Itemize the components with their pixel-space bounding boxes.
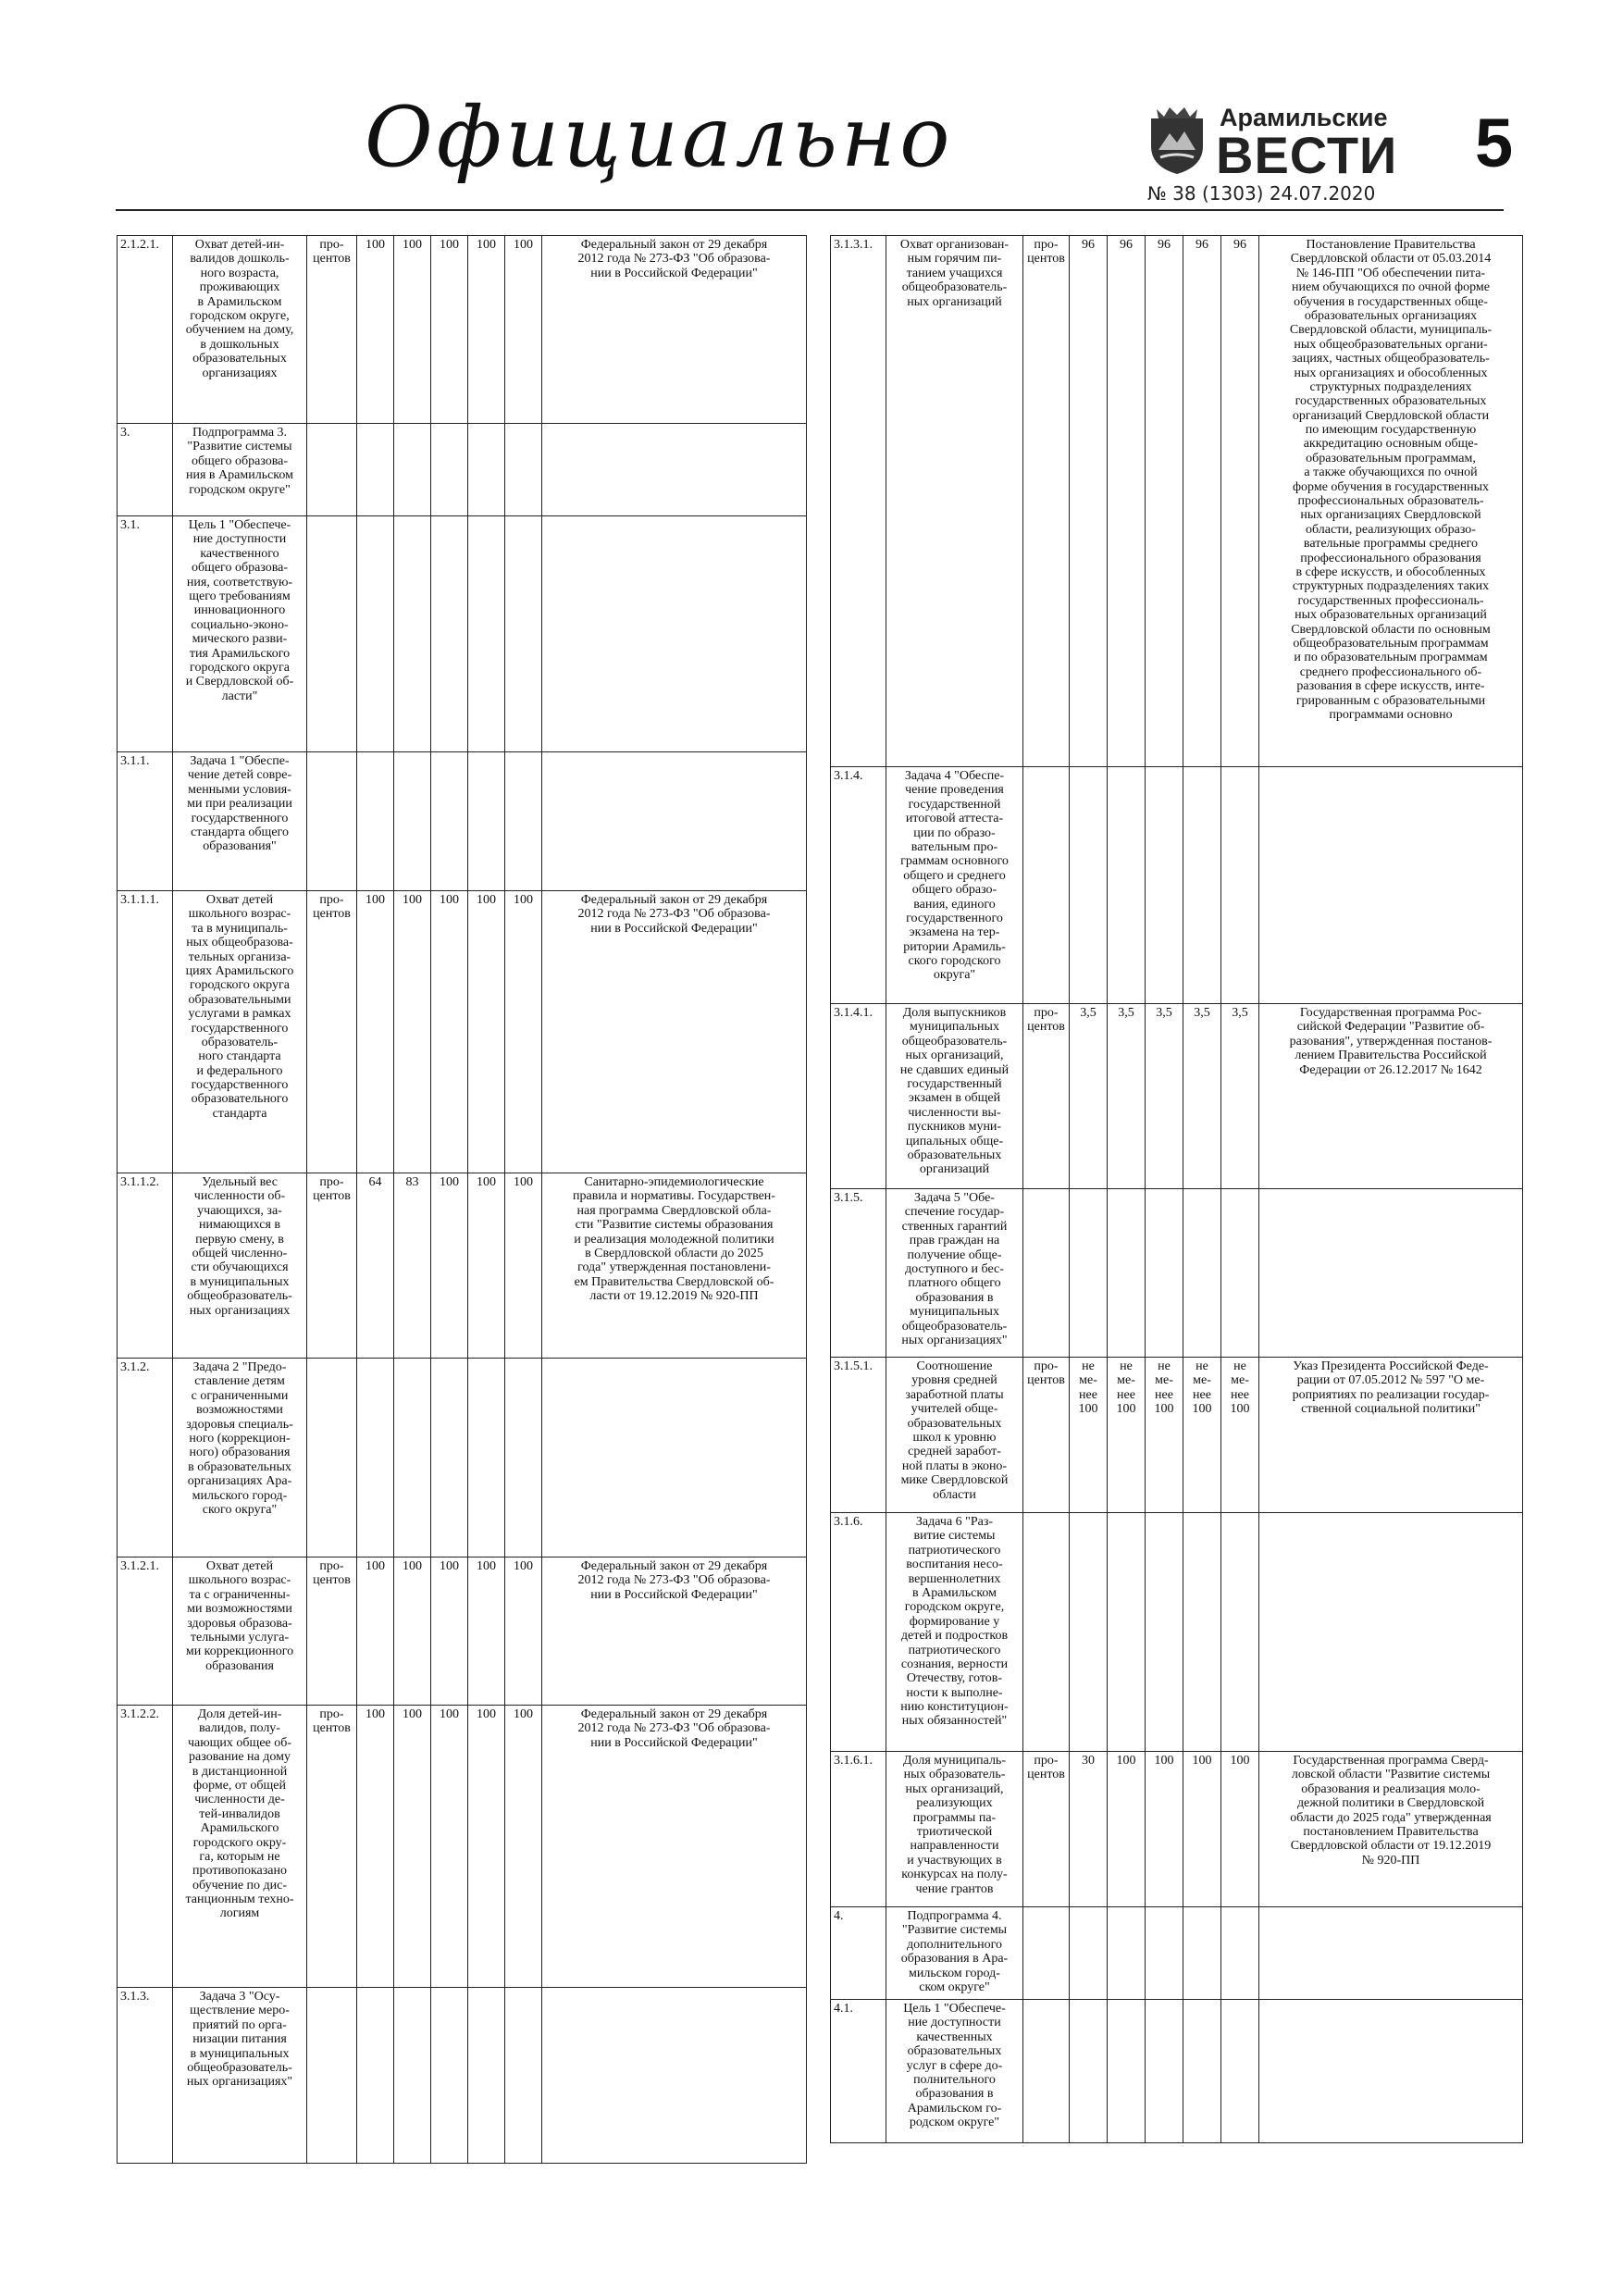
value-year-1: 100 xyxy=(357,236,394,424)
indicator-name: Удельный вес численности об- учающихся, за- нимающихся в первую смену, в общей численно- сти обучающихся в муниципальных общеобразователь- ных организациях xyxy=(173,1173,307,1359)
source-document xyxy=(1259,767,1523,1004)
value-year-1: 30 xyxy=(1070,1752,1108,1907)
value-year-5: не ме- нее 100 xyxy=(1221,1358,1259,1513)
table-row xyxy=(831,1907,1523,2000)
value-year-2 xyxy=(394,1359,431,1558)
row-number: 3.1.4.1. xyxy=(831,1004,886,1189)
indicator-name: Соотношение уровня средней заработной платы учителей обще- образовательных школ к уровню средней заработ- ной платы в эконо- мике Свердловской области xyxy=(886,1358,1023,1513)
value-year-3 xyxy=(431,516,468,752)
value-year-5: 100 xyxy=(505,236,542,424)
indicator-name: Задача 5 "Обе- спечение государ- ственных гарантий прав граждан на получение обще- доступного и бес- платного общего образования в муниципальных общеобразователь- ных организациях" xyxy=(886,1189,1023,1358)
source-document: Федеральный закон от 29 декабря 2012 года № 273-ФЗ "Об образова- нии в Российской Федерации" xyxy=(542,1706,807,1988)
unit-label xyxy=(1023,2000,1070,2143)
value-year-3: 100 xyxy=(1146,1752,1183,1907)
newspaper-logo xyxy=(1147,104,1398,184)
value-year-2: 100 xyxy=(394,891,431,1173)
value-year-5 xyxy=(1221,1189,1259,1358)
row-number: 3.1.5.1. xyxy=(831,1358,886,1513)
value-year-3: 100 xyxy=(431,236,468,424)
value-year-2: 100 xyxy=(394,236,431,424)
value-year-2: 83 xyxy=(394,1173,431,1359)
unit-label: про- центов xyxy=(307,1173,357,1359)
table-row xyxy=(118,891,807,1173)
source-document xyxy=(542,516,807,752)
value-year-3: 100 xyxy=(431,891,468,1173)
value-year-3 xyxy=(1146,1189,1183,1358)
value-year-5 xyxy=(505,516,542,752)
coat-of-arms-icon xyxy=(1147,105,1207,176)
table-row xyxy=(118,1706,807,1988)
row-number: 3.1.2. xyxy=(118,1359,173,1558)
source-document xyxy=(1259,1513,1523,1752)
value-year-4 xyxy=(1183,2000,1221,2143)
source-document xyxy=(1259,1189,1523,1358)
unit-label: про- центов xyxy=(307,236,357,424)
value-year-3: не ме- нее 100 xyxy=(1146,1358,1183,1513)
unit-label: про- центов xyxy=(1023,1752,1070,1907)
value-year-4: 100 xyxy=(468,891,505,1173)
value-year-3 xyxy=(1146,767,1183,1004)
value-year-2 xyxy=(394,1988,431,2164)
value-year-3 xyxy=(431,1988,468,2164)
value-year-2 xyxy=(1108,1513,1146,1752)
value-year-1: не ме- нее 100 xyxy=(1070,1358,1108,1513)
unit-label xyxy=(307,424,357,516)
value-year-4 xyxy=(468,1988,505,2164)
row-number: 3.1.1. xyxy=(118,752,173,891)
table-row xyxy=(831,1513,1523,1752)
source-document xyxy=(542,1988,807,2164)
row-number: 3.1.3.1. xyxy=(831,236,886,767)
value-year-2: 100 xyxy=(1108,1752,1146,1907)
value-year-5 xyxy=(505,752,542,891)
row-number: 3.1.5. xyxy=(831,1189,886,1358)
source-document xyxy=(1259,1907,1523,2000)
table-row xyxy=(831,1004,1523,1189)
value-year-3 xyxy=(431,424,468,516)
value-year-1 xyxy=(357,1359,394,1558)
value-year-4: 100 xyxy=(1183,1752,1221,1907)
source-document: Постановление Правительства Свердловской области от 05.03.2014 № 146-ПП "Об обеспечении пита- нием обучающихся по очной форме обучения в государственных обще- образовательных организациях Свердловской области, муниципаль- ных общеобразовательных органи- зациях, частных общеобразователь- ных организациях и обособленных структурных подразделениях государственных образовательных организаций Свердловской области по имеющим государственную аккредитацию основным обще- образовательным программам, а также обучающихся по очной форме обучения в государственных профессиональных образователь- ных организациях Свердловской области, реализующих образо- вательные программы среднего профессионального образования в сфере искусств, и обособленных структурных подразделениях таких государственных профессиональ- ных образовательных организаций Свердловской области по основным общеобразовательным программам и по образовательным программам среднего профессионального об- разования в сфере искусств, инте- грированным с образовательными программами основно xyxy=(1259,236,1523,767)
value-year-4 xyxy=(1183,1513,1221,1752)
table-row xyxy=(831,767,1523,1004)
source-document: Федеральный закон от 29 декабря 2012 года № 273-ФЗ "Об образова- нии в Российской Федерации" xyxy=(542,891,807,1173)
row-number: 3. xyxy=(118,424,173,516)
table-row xyxy=(118,1988,807,2164)
value-year-1: 96 xyxy=(1070,236,1108,767)
value-year-3 xyxy=(1146,1513,1183,1752)
value-year-1 xyxy=(357,424,394,516)
value-year-3: 100 xyxy=(431,1173,468,1359)
value-year-4: не ме- нее 100 xyxy=(1183,1358,1221,1513)
value-year-1: 64 xyxy=(357,1173,394,1359)
value-year-5: 3,5 xyxy=(1221,1004,1259,1189)
indicator-name: Охват детей школьного возрас- та в муниципаль- ных общеобразова- тельных организа- циях Арамильского городского округа образовательными услугами в рамках государственного образователь- ного стандарта и федерального государственного образовательного стандарта xyxy=(173,891,307,1173)
indicator-name: Задача 4 "Обеспе- чение проведения государственной итоговой аттеста- ции по образо- вательным про- граммам основного общего и среднего общего образо- вания, единого государственного экзамена на тер- ритории Арамиль- ского городского округа" xyxy=(886,767,1023,1004)
value-year-1: 100 xyxy=(357,1706,394,1988)
unit-label: про- центов xyxy=(1023,1004,1070,1189)
value-year-4 xyxy=(1183,1907,1221,2000)
value-year-1 xyxy=(1070,767,1108,1004)
unit-label: про- центов xyxy=(1023,236,1070,767)
source-document: Федеральный закон от 29 декабря 2012 года № 273-ФЗ "Об образова- нии в Российской Федерации" xyxy=(542,1558,807,1706)
table-row xyxy=(831,1358,1523,1513)
value-year-4: 3,5 xyxy=(1183,1004,1221,1189)
row-number: 3.1.2.2. xyxy=(118,1706,173,1988)
value-year-4 xyxy=(468,424,505,516)
indicator-name: Задача 1 "Обеспе- чение детей совре- менными условия- ми при реализации государственного стандарта общего образования" xyxy=(173,752,307,891)
indicator-name: Задача 2 "Предо- ставление детям с ограниченными возможностями здоровья специаль- ного (коррекцион- ного) образования в образовательных организациях Ара- мильского город- ского округа" xyxy=(173,1359,307,1558)
value-year-4: 100 xyxy=(468,1558,505,1706)
table-row xyxy=(118,752,807,891)
value-year-4 xyxy=(1183,767,1221,1004)
value-year-2 xyxy=(394,424,431,516)
indicator-name: Цель 1 "Обеспече- ние доступности качественных образовательных услуг в сфере до- полнительного образования в Арамильском го- родском округе" xyxy=(886,2000,1023,2143)
indicator-name: Доля выпускников муниципальных общеобразователь- ных организаций, не сдавших единый государственный экзамен в общей численности вы- пускников муни- ципальных обще- образовательных организаций xyxy=(886,1004,1023,1189)
value-year-3 xyxy=(431,1359,468,1558)
value-year-3: 96 xyxy=(1146,236,1183,767)
table-row xyxy=(118,1359,807,1558)
indicator-name: Охват детей школьного возрас- та с ограниченны- ми возможностями здоровья образова- тельными услуга- ми коррекционного образования xyxy=(173,1558,307,1706)
value-year-3 xyxy=(1146,1907,1183,2000)
logo-line-1: Арамильские xyxy=(1220,104,1388,131)
value-year-3: 100 xyxy=(431,1706,468,1988)
row-number: 3.1.2.1. xyxy=(118,1558,173,1706)
table-row xyxy=(118,424,807,516)
value-year-1 xyxy=(1070,1907,1108,2000)
table-row xyxy=(118,1558,807,1706)
row-number: 3.1.6. xyxy=(831,1513,886,1752)
unit-label: про- центов xyxy=(307,1706,357,1988)
value-year-5 xyxy=(505,1359,542,1558)
value-year-1 xyxy=(1070,2000,1108,2143)
source-document xyxy=(542,752,807,891)
value-year-1 xyxy=(357,516,394,752)
left-indicators-table xyxy=(117,235,807,2164)
value-year-2: 100 xyxy=(394,1706,431,1988)
right-table-body xyxy=(831,236,1523,2143)
row-number: 4. xyxy=(831,1907,886,2000)
value-year-4: 100 xyxy=(468,1173,505,1359)
source-document: Федеральный закон от 29 декабря 2012 года № 273-ФЗ "Об образова- нии в Российской Федерации" xyxy=(542,236,807,424)
value-year-5 xyxy=(1221,1513,1259,1752)
value-year-2: 96 xyxy=(1108,236,1146,767)
issue-info: № 38 (1303) 24.07.2020 xyxy=(1147,182,1376,205)
source-document: Государственная программа Рос- сийской Федерации "Развитие об- разования", утвержденная постанов- лением Правительства Российской Федерации от 26.12.2017 № 1642 xyxy=(1259,1004,1523,1189)
row-number: 3.1. xyxy=(118,516,173,752)
table-row xyxy=(118,236,807,424)
value-year-3 xyxy=(431,752,468,891)
value-year-5 xyxy=(1221,2000,1259,2143)
value-year-4: 100 xyxy=(468,236,505,424)
value-year-3: 3,5 xyxy=(1146,1004,1183,1189)
value-year-4 xyxy=(468,516,505,752)
value-year-2 xyxy=(1108,2000,1146,2143)
value-year-5 xyxy=(1221,1907,1259,2000)
value-year-5: 100 xyxy=(505,1558,542,1706)
value-year-2: 100 xyxy=(394,1558,431,1706)
value-year-1 xyxy=(357,1988,394,2164)
value-year-2 xyxy=(1108,1189,1146,1358)
value-year-1 xyxy=(357,752,394,891)
source-document xyxy=(1259,2000,1523,2143)
value-year-1: 100 xyxy=(357,1558,394,1706)
unit-label: про- центов xyxy=(307,1558,357,1706)
indicator-name: Доля муниципаль- ных образователь- ных организаций, реализующих программы па- триотической направленности и участвующих в конкурсах на полу- чение грантов xyxy=(886,1752,1023,1907)
value-year-5: 100 xyxy=(505,1173,542,1359)
value-year-4 xyxy=(468,1359,505,1558)
unit-label xyxy=(307,516,357,752)
row-number: 3.1.1.1. xyxy=(118,891,173,1173)
value-year-5: 100 xyxy=(1221,1752,1259,1907)
table-row xyxy=(118,516,807,752)
indicator-name: Задача 3 "Осу- ществление меро- приятий по орга- низации питания в муниципальных общеобразователь- ных организациях" xyxy=(173,1988,307,2164)
value-year-2 xyxy=(1108,1907,1146,2000)
value-year-3 xyxy=(1146,2000,1183,2143)
indicator-name: Подпрограмма 4. "Развитие системы дополнительного образования в Ара- мильском город- ском округе" xyxy=(886,1907,1023,2000)
source-document: Государственная программа Сверд- ловской области "Развитие системы образования и реализация моло- дежной политики в Свердловской области до 2025 года" утвержденная постановлением Правительства Свердловской области от 19.12.2019 № 920-ПП xyxy=(1259,1752,1523,1907)
unit-label xyxy=(1023,1907,1070,2000)
value-year-5: 100 xyxy=(505,891,542,1173)
indicator-name: Цель 1 "Обеспече- ние доступности качественного общего образова- ния, соответствую- щего требованиям инновационного социально-эконо- мического разви- тия Арамильского городского округа и Свердловской об- ласти" xyxy=(173,516,307,752)
source-document: Указ Президента Российской Феде- рации от 07.05.2012 № 597 "О ме- роприятиях по реализации государ- ственной социальной политики" xyxy=(1259,1358,1523,1513)
table-row xyxy=(831,1752,1523,1907)
unit-label xyxy=(1023,767,1070,1004)
indicator-name: Охват организован- ным горячим пи- танием учащихся общеобразователь- ных организаций xyxy=(886,236,1023,767)
row-number: 3.1.3. xyxy=(118,1988,173,2164)
value-year-5 xyxy=(505,1988,542,2164)
indicator-name: Подпрограмма 3. "Развитие системы общего образова- ния в Арамильском городском округе" xyxy=(173,424,307,516)
value-year-2 xyxy=(1108,767,1146,1004)
unit-label: про- центов xyxy=(1023,1358,1070,1513)
value-year-4: 96 xyxy=(1183,236,1221,767)
row-number: 2.1.2.1. xyxy=(118,236,173,424)
source-document: Санитарно-эпидемиологические правила и нормативы. Государствен- ная программа Свердловской обла- сти "Развитие системы образования и реализация молодежной политики в Свердловской области до 2025 года" утвержденная постановлени- ем Правительства Свердловской об- ласти от 19.12.2019 № 920-ПП xyxy=(542,1173,807,1359)
unit-label xyxy=(1023,1513,1070,1752)
value-year-1: 100 xyxy=(357,891,394,1173)
table-row xyxy=(831,236,1523,767)
value-year-3: 100 xyxy=(431,1558,468,1706)
value-year-5 xyxy=(1221,767,1259,1004)
row-number: 3.1.4. xyxy=(831,767,886,1004)
value-year-2: 3,5 xyxy=(1108,1004,1146,1189)
table-row xyxy=(831,2000,1523,2143)
value-year-4 xyxy=(1183,1189,1221,1358)
value-year-1 xyxy=(1070,1513,1108,1752)
value-year-5 xyxy=(505,424,542,516)
header-divider xyxy=(116,209,1504,211)
value-year-2 xyxy=(394,752,431,891)
unit-label xyxy=(1023,1189,1070,1358)
row-number: 4.1. xyxy=(831,2000,886,2143)
left-table-body xyxy=(118,236,807,2164)
indicator-name: Охват детей-ин- валидов дошколь- ного возраста, проживающих в Арамильском городском округе, обучением на дому, в дошкольных образовательных организациях xyxy=(173,236,307,424)
page-number: 5 xyxy=(1475,105,1514,181)
indicator-name: Доля детей-ин- валидов, полу- чающих общее об- разование на дому в дистанционной форме, от общей численности де- тей-инвалидов Арамильского городского окру- га, которым не противопоказано обучение по дис- танционным техно- логиям xyxy=(173,1706,307,1988)
table-row xyxy=(831,1189,1523,1358)
source-document xyxy=(542,1359,807,1558)
indicator-name: Задача 6 "Раз- витие системы патриотического воспитания несо- вершеннолетних в Арамильском городском округе, формирование у детей и подростков патриотического сознания, верности Отечеству, готов- ности к выполне- нию конституцион- ных обязанностей" xyxy=(886,1513,1023,1752)
row-number: 3.1.1.2. xyxy=(118,1173,173,1359)
unit-label xyxy=(307,1359,357,1558)
unit-label: про- центов xyxy=(307,891,357,1173)
source-document xyxy=(542,424,807,516)
value-year-4: 100 xyxy=(468,1706,505,1988)
section-title: Официально xyxy=(365,89,954,186)
unit-label xyxy=(307,752,357,891)
value-year-5: 100 xyxy=(505,1706,542,1988)
value-year-2: не ме- нее 100 xyxy=(1108,1358,1146,1513)
value-year-5: 96 xyxy=(1221,236,1259,767)
row-number: 3.1.6.1. xyxy=(831,1752,886,1907)
logo-line-2: ВЕСТИ xyxy=(1216,126,1398,184)
value-year-4 xyxy=(468,752,505,891)
right-indicators-table xyxy=(830,235,1523,2143)
value-year-2 xyxy=(394,516,431,752)
unit-label xyxy=(307,1988,357,2164)
value-year-1 xyxy=(1070,1189,1108,1358)
table-row xyxy=(118,1173,807,1359)
value-year-1: 3,5 xyxy=(1070,1004,1108,1189)
